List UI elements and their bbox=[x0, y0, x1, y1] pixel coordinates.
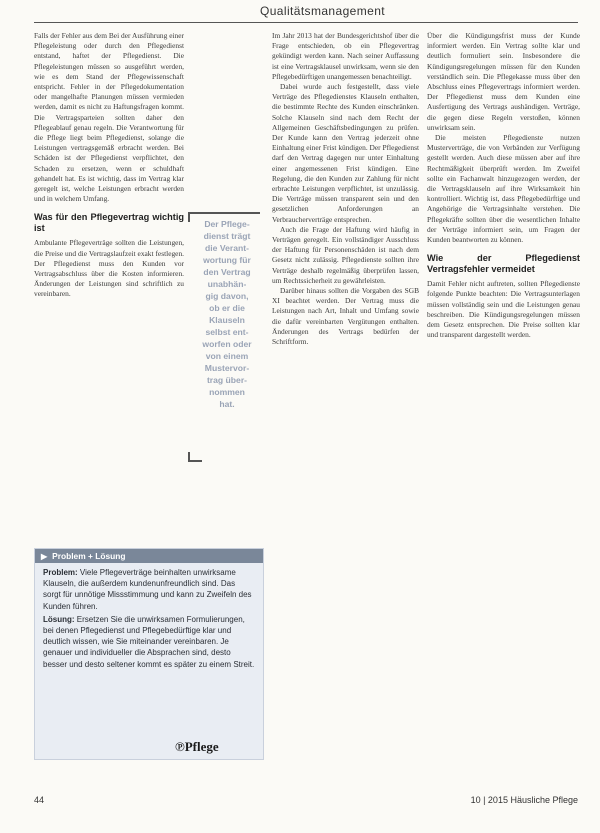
pull-quote-line: von einem bbox=[205, 351, 249, 361]
pull-quote-line: selbst ent- bbox=[205, 327, 249, 337]
box-body bbox=[35, 563, 263, 670]
pull-quote-line: den Vertrag bbox=[203, 267, 251, 277]
header-divider bbox=[34, 22, 578, 23]
pull-quote-bracket-top bbox=[188, 212, 260, 222]
solution-label: Lösung: bbox=[43, 614, 75, 624]
pull-quote-line: dienst trägt bbox=[203, 231, 251, 241]
solution-description: Ersetzen Sie die unwirksamen Formulierungen, bei denen Pflegedienst und Pflegebedürftige klar und deutlich wissen, wie Sie miteinander vereinbaren. Je genauer und individueller die Absprachen sind, desto besser und desto seltener kommt es später zu einem Streit. bbox=[43, 614, 255, 669]
column-2 bbox=[272, 31, 419, 347]
body-paragraph: Damit Fehler nicht auftreten, sollten Pflegedienste folgende Punkte beachten: Die Vertragsunterlagen müssen vollständig sein und die Leistungen genau beschreiben. Die Kündigungsregelungen müssen dem Gesetz entsprechen. Die Preise sollten klar und transparent dargestellt werden. bbox=[427, 279, 580, 340]
box-header-label: Problem + Lösung bbox=[52, 551, 126, 561]
problem-description: Viele Pflegeverträge beinhalten unwirksame Klauseln, die außerdem kundenunfreundlich sind. Das sorgt für unnötige Missstimmung und kann zu Zweifeln des Kunden führen. bbox=[43, 568, 252, 611]
pull-quote bbox=[190, 218, 264, 458]
pull-quote-line: nommen bbox=[209, 387, 245, 397]
pull-quote-line: Der Pflege- bbox=[204, 219, 250, 229]
body-paragraph: Falls der Fehler aus dem Bei der Ausführung einer Pflegeleistung oder durch den Pflegedienst entstand, haftet der Pflegedienst. Die Pflegeleistungen müssen so ausgeführt werden, wie es dem Stand der Pflegewissenschaft entspricht. Fehler in der Pflegedokumentation oder mangelhafte Planungen müssen vermieden werden, damit es nicht zu Haftungsfragen kommt. Die Vertragsparteien sollten daher den Pflegeablauf genau regeln. Die Verantwortung für die Pflege liegt beim Pflegedienst, solange die Leistungen vertragsgemäß erbracht werden. Bei Schäden ist der Pflegedienst verpflichtet, den Schaden zu ersetzen, wenn er schuldhaft gehandelt hat. Es ist wichtig, dass im Vertrag klar geregelt ist, welche Leistungen erbracht werden und in welchem Umfang. bbox=[34, 31, 184, 204]
box-header bbox=[35, 549, 263, 563]
solution-text bbox=[43, 614, 255, 670]
pull-quote-line: gig davon, bbox=[205, 291, 249, 301]
pull-quote-line: Mustervor- bbox=[204, 363, 250, 373]
pull-quote-line: unabhän- bbox=[207, 279, 247, 289]
subheading-vertragsfehler: Wie der Pflegedienst Vertragsfehler vermeidet bbox=[427, 253, 580, 275]
body-paragraph: Dabei wurde auch festgestellt, dass viele Verträge des Pflegedienstes Klauseln enthalten, die bestimmte Rechte des Kunden einschränken. Solche Klauseln sind nach dem Recht der Allgemeinen Geschäftsbedingungen zu prüfen. Der Kunde kann den Vertrag jederzeit ohne Einhaltung einer Frist kündigen. Der Pflegedienst darf den Vertrag dagegen nur unter Einhaltung einer angemessenen Frist kündigen. Eine Regelung, die den Kunden zur Zahlung für nicht erbrachte Leistungen verpflichtet, ist unzulässig. Die Verträge müssen transparent sein und den gesetzlichen Anforderungen an Verbraucherverträge entsprechen. bbox=[272, 82, 419, 224]
column-1 bbox=[34, 31, 184, 300]
problem-solution-box bbox=[34, 548, 264, 760]
pull-quote-text bbox=[190, 218, 264, 410]
column-3 bbox=[427, 31, 580, 340]
body-paragraph: Darüber hinaus sollten die Vorgaben des SGB XI beachtet werden. Der Vertrag muss die Leistungen nach Art, Inhalt und Umfang sowie die dafür vereinbarten Vergütungen enthalten. Änderungen des Vertrags bedürfen der Schriftform. bbox=[272, 286, 419, 347]
body-paragraph: Über die Kündigungsfrist muss der Kunde informiert werden. Ein Vertrag sollte klar und deutlich formuliert sein. Insbesondere die Kündigungsregelungen müssen für den Kunden verständlich sein. Die Pflegekasse muss über den Abschluss eines Pflegevertrags informiert werden. Der Pflegedienst muss dem Kunden eine Ausfertigung des Vertrags aushändigen. Verträge, die gegen diese Regeln verstoßen, können unwirksam sein. bbox=[427, 31, 580, 132]
pull-quote-bracket-bottom bbox=[188, 452, 202, 462]
problem-label: Problem: bbox=[43, 568, 78, 577]
body-paragraph: Im Jahr 2013 hat der Bundesgerichtshof über die Frage entschieden, ob ein Pflegevertrag gekündigt werden kann. Nach seiner Auffassung ist eine Vertragsklausel unwirksam, wenn sie den Pflegebedürftigen unangemessen benachteiligt. bbox=[272, 31, 419, 81]
magazine-credit: 10 | 2015 Häusliche Pflege bbox=[470, 795, 578, 805]
problem-text bbox=[43, 567, 255, 612]
body-paragraph: Auch die Frage der Haftung wird häufig in Verträgen geregelt. Ein vollständiger Ausschluss der Haftung für Personenschäden ist nach dem Gesetz nicht zulässig. Pflegedienste sollten ihre Verträge deshalb regelmäßig überprüfen lassen, um Rechtssicherheit zu gewährleisten. bbox=[272, 224, 419, 285]
pull-quote-line: hat. bbox=[219, 399, 235, 409]
pull-quote-line: trag über- bbox=[206, 375, 248, 385]
pflege-logo: ℗Pflege bbox=[175, 739, 219, 754]
pull-quote-line: die Verant- bbox=[205, 243, 249, 253]
body-paragraph: Ambulante Pflegeverträge sollten die Leistungen, die Preise und die Vertragslaufzeit exakt festlegen. Der Pflegedienst muss den Kunden vor Vertragsabschluss über die Kosten informieren. Änderungen der Leistungen sind schriftlich zu vereinbaren. bbox=[34, 238, 184, 299]
pull-quote-line: wortung für bbox=[203, 255, 251, 265]
pull-quote-line: worfen oder bbox=[202, 339, 252, 349]
subheading-pflegevertrag: Was für den Pflegevertrag wichtig ist bbox=[34, 212, 184, 234]
pull-quote-line: Klauseln bbox=[209, 315, 245, 325]
body-paragraph: Die meisten Pflegedienste nutzen Musterverträge, die von Verbänden zur Verfügung gestellt werden. Auch diese müssen aber auf ihre Rechtmäßigkeit überprüft werden. Im Zweifel sollte ein Fachanwalt hinzugezogen werden, der die Vertragsklauseln auf ihre Wirksamkeit hin kontrolliert. Wichtig ist, dass Pflegebedürftige und Angehörige die Vertragsinhalte verstehen. Die Pflegekräfte sollten über die wesentlichen Inhalte der Verträge informiert sein, um Fragen der Kunden beantworten zu können. bbox=[427, 133, 580, 245]
section-title: Qualitätsmanagement bbox=[260, 4, 385, 18]
pull-quote-line: ob er die bbox=[209, 303, 245, 313]
arrow-right-icon: ▶ bbox=[41, 552, 48, 561]
page-number: 44 bbox=[34, 795, 45, 805]
